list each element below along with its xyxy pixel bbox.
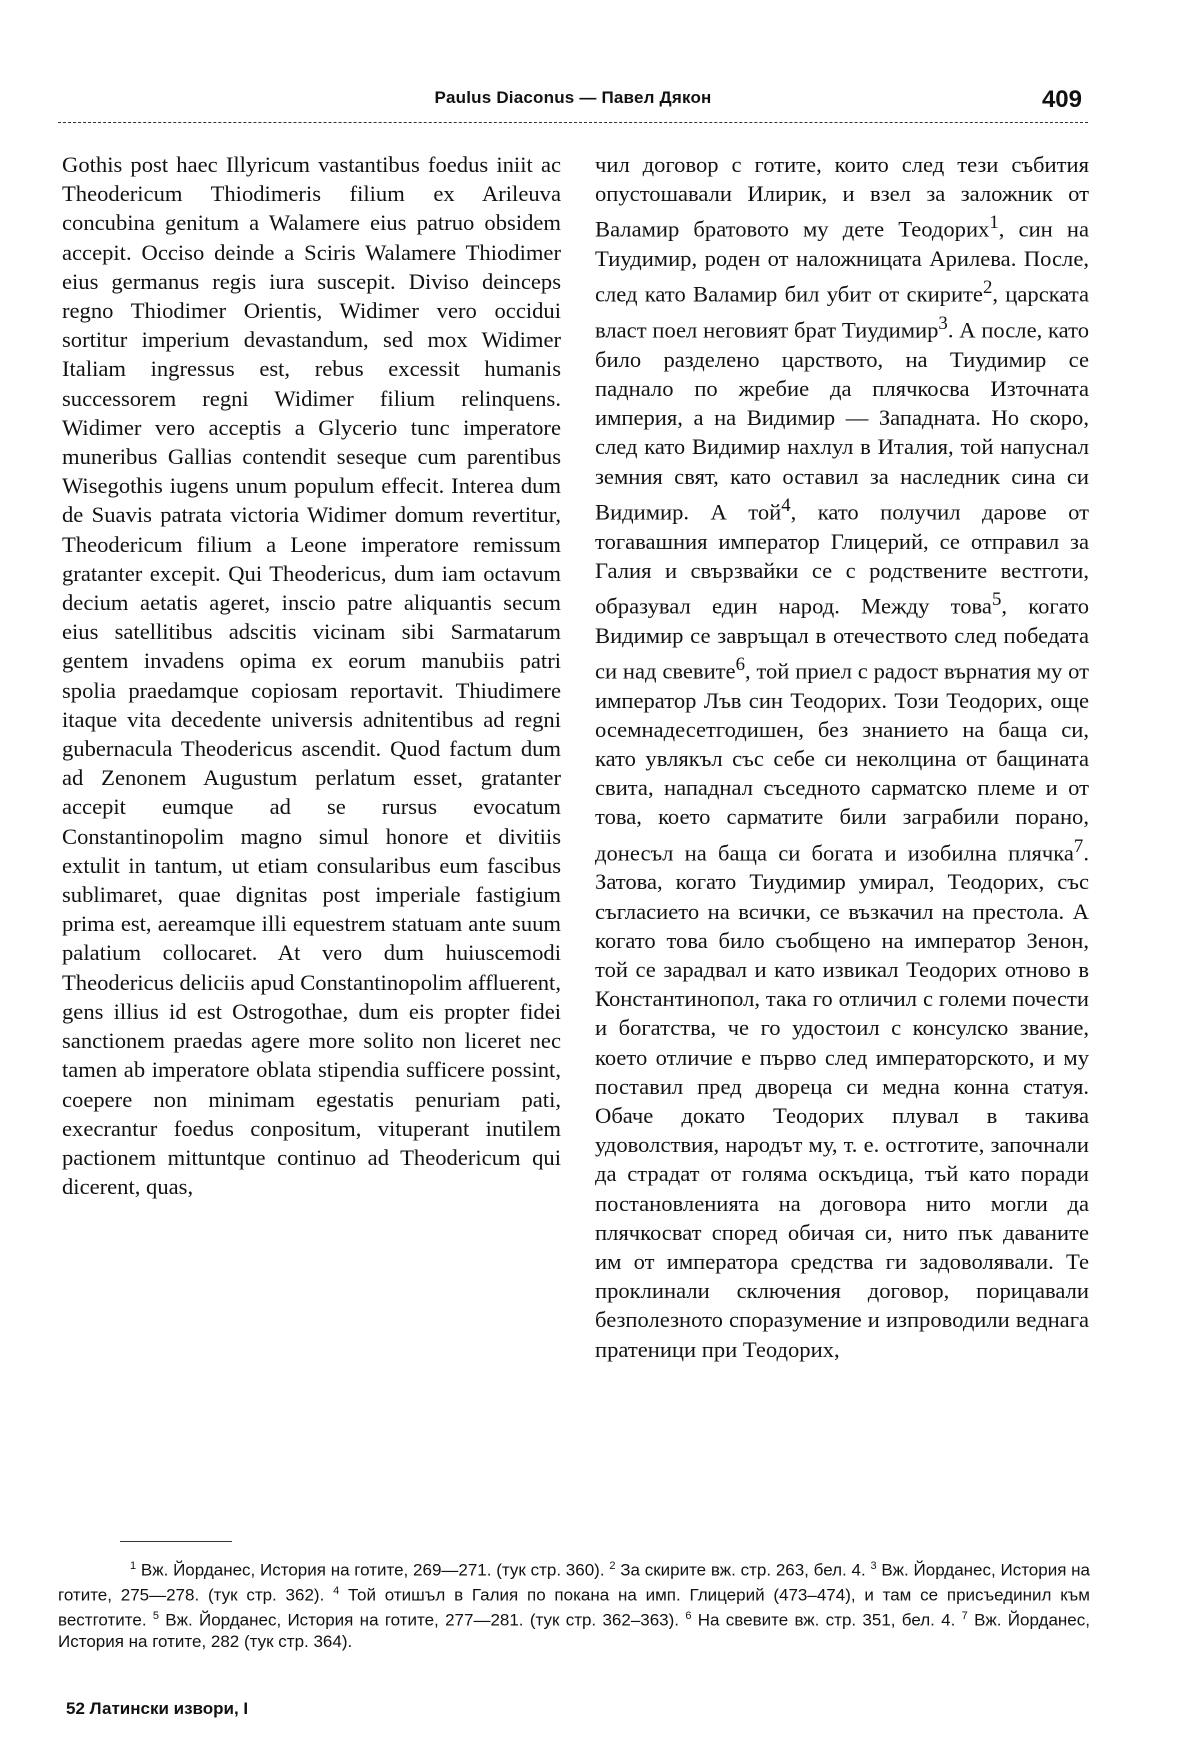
footnote-ref: 7 xyxy=(1073,835,1084,857)
footnote-number: 3 xyxy=(870,1560,877,1572)
bg-text-segment: , когато Видимир се завръщал в отечеството след победата си над свевите xyxy=(595,593,1089,684)
bg-text-segment: . Затова, когато Тиудимир умирал, Теодорих, със съгласието на всички, се възкачил на престола. А когато това било съобщено на император Зенон, той се зарадвал и като извикал Теодорих отново в Константинопол, така го отличил с големи почести и богатства, че го удостоил с консулско звание, което отличие е първо след императорското, и му поставил пред двореца си медна конна статуя. Обаче докато Теодорих плувал в такива удоволствия, народът му, т. е. остготите, започнали да страдат от голяма оскъдица, тъй като поради постановленията на договора нито могли да плячкосват според обичая си, нито пък даваните им от императора средства ги задоволявали. Те проклинали сключения договор, порицавали безполезното споразумение и изпроводили веднага пратеници при Теодорих, xyxy=(595,840,1089,1362)
footnote-ref: 5 xyxy=(991,588,1002,610)
footnote-text: Вж. Йорданес, История на готите, 282 (тук стр. 364). xyxy=(58,1610,1090,1652)
bg-text-segment: , син на Тиудимир, роден от наложницата Арилева. После, след като Валамир бил убит от скирите xyxy=(595,216,1089,307)
footnote-ref: 6 xyxy=(735,653,745,675)
bg-text-segment: , той приел с радост върнатия му от император Лъв син Теодорих. Този Теодорих, още осемнадесетгодишен, без знанието на баща си, като увлякъл със себе си неколцина от бащината свита, нападнал съседното сарматско племе и от това, което сарматите били заграбили порано, донесъл на баща си богата и изобилна плячка xyxy=(595,658,1089,866)
bg-text-segment: . А после, като било разделено царството, на Тиудимир се паднало по жребие да плячкосва Източната империя, а на Видимир — Западната. Но скоро, след като Видимир нахлул в Италия, той напуснал земния свят, като оставил за наследник сина си Видимир. А той xyxy=(595,317,1089,525)
printer-signature: 52 Латински извори, I xyxy=(66,1699,249,1718)
footnote-number: 4 xyxy=(333,1585,340,1598)
latin-paragraph: Gothis post haec Illyricum vastantibus foedus iniit ac Theodericum Thiodimeris filium ex Arileuva concubina genitum a Walamere eius patruo obsidem accepit. Occiso deinde a Sciris Walamere Thiodimer eius germanus regis iura suscepit. Diviso deinceps regno Thiodimer Orientis, Widimer vero occidui sortitur imperium devastandum, sed mox Widimer Italiam ingressus est, rebus excessit humanis successorem regni Widimer filium relinquens. Widimer vero acceptis a Glycerio tunc imperatore muneribus Gallias contendit seseque cum parentibus Wisegothis iugens unum populum effecit. Interea dum de Suavis patrata victoria Widimer domum revertitur, Theodericum filium a Leone imperatore remissum gratanter excepit. Qui Theodericus, dum iam octavum decium aetatis ageret, inscio patre aliquantis secum eius satellitibus adscitis vicinam sibi Sarmatarum gentem invadens opima ex eorum manubiis patri spolia praedamque copiosam reportavit. Thiudimere itaque vita decedente universis adnitentibus ad regni gubernacula Theodericus ascendit. Quod factum dum ad Zenonem Augustum perlatum esset, gratanter accepit eumque ad se rursus evocatum Constantinopolim magno simul honore et divitiis extulit in tantum, ut etiam consularibus eum fascibus sublimaret, quae dignitas post imperiale fastigium prima est, aereamque illi equestrem statuam ante suum palatium collocaret. At vero dum huiuscemodi Theodericus deliciis apud Constantinopolim affluerent, gens illius id est Ostrogothae, dum eis propter fidei sanctionem praedas agere more solito non liceret nec tamen ab imperatore oblata stipendia sufficere possint, coepere non minimam egestatis penuriam pati, execrantur foedus conpositum, vituperant inutilem pactionem mittuntque continuo ad Theodericum qui dicerent, quas, xyxy=(62,152,561,1200)
bg-text-segment: чил договор с готите, които след тези събития опустошавали Илирик, и взел за заложник от Валамир братовото му дете Теодорих xyxy=(595,152,1089,242)
footnote-ref: 3 xyxy=(938,313,948,335)
bulgarian-paragraph xyxy=(595,150,1089,1364)
latin-column xyxy=(62,150,561,1201)
page-number: 409 xyxy=(1041,86,1082,113)
footnotes xyxy=(58,1556,1090,1653)
footnote-text: За скирите вж. стр. 263, бел. 4. xyxy=(615,1560,871,1580)
footnote-text: На свевите вж. стр. 351, бел. 4. xyxy=(691,1610,962,1630)
footnote-number: 2 xyxy=(609,1560,616,1572)
bulgarian-column xyxy=(595,150,1089,1364)
footnotes-text xyxy=(58,1556,1090,1653)
footnote-ref: 1 xyxy=(989,212,999,234)
header-rule xyxy=(58,122,1088,123)
footnote-text: Вж. Йорданес, История на готите, 275—278. (тук стр. 362). xyxy=(58,1560,1091,1605)
bg-text-segment: , като получил дарове от тогавашния император Глицерий, се отправил за Галия и свързвайки се с родствените вестготи, образувал един народ. Между това xyxy=(595,499,1089,619)
footnote-number: 1 xyxy=(130,1560,137,1572)
footnote-number: 6 xyxy=(685,1610,692,1623)
footnote-number: 5 xyxy=(152,1610,159,1623)
footnote-rule xyxy=(120,1541,232,1542)
footnote-number: 7 xyxy=(961,1610,968,1623)
footnote-ref: 4 xyxy=(781,494,791,516)
footnote-text: Той отишъл в Галия по покана на имп. Глицерий (473–474), и там се присъединил към вестготите. xyxy=(58,1585,1090,1630)
running-title: Paulus Diaconus — Павел Дякон xyxy=(434,88,712,107)
footnote-text: Вж. Йорданес, История на готите, 269—271. (тук стр. 360). xyxy=(136,1560,610,1580)
footnote-text: Вж. Йорданес, История на готите, 277—281. (тук стр. 362–363). xyxy=(158,1610,686,1630)
footnote-ref: 2 xyxy=(982,277,993,299)
bg-text-segment: , царската власт поел неговият брат Тиудимир xyxy=(595,281,1089,343)
